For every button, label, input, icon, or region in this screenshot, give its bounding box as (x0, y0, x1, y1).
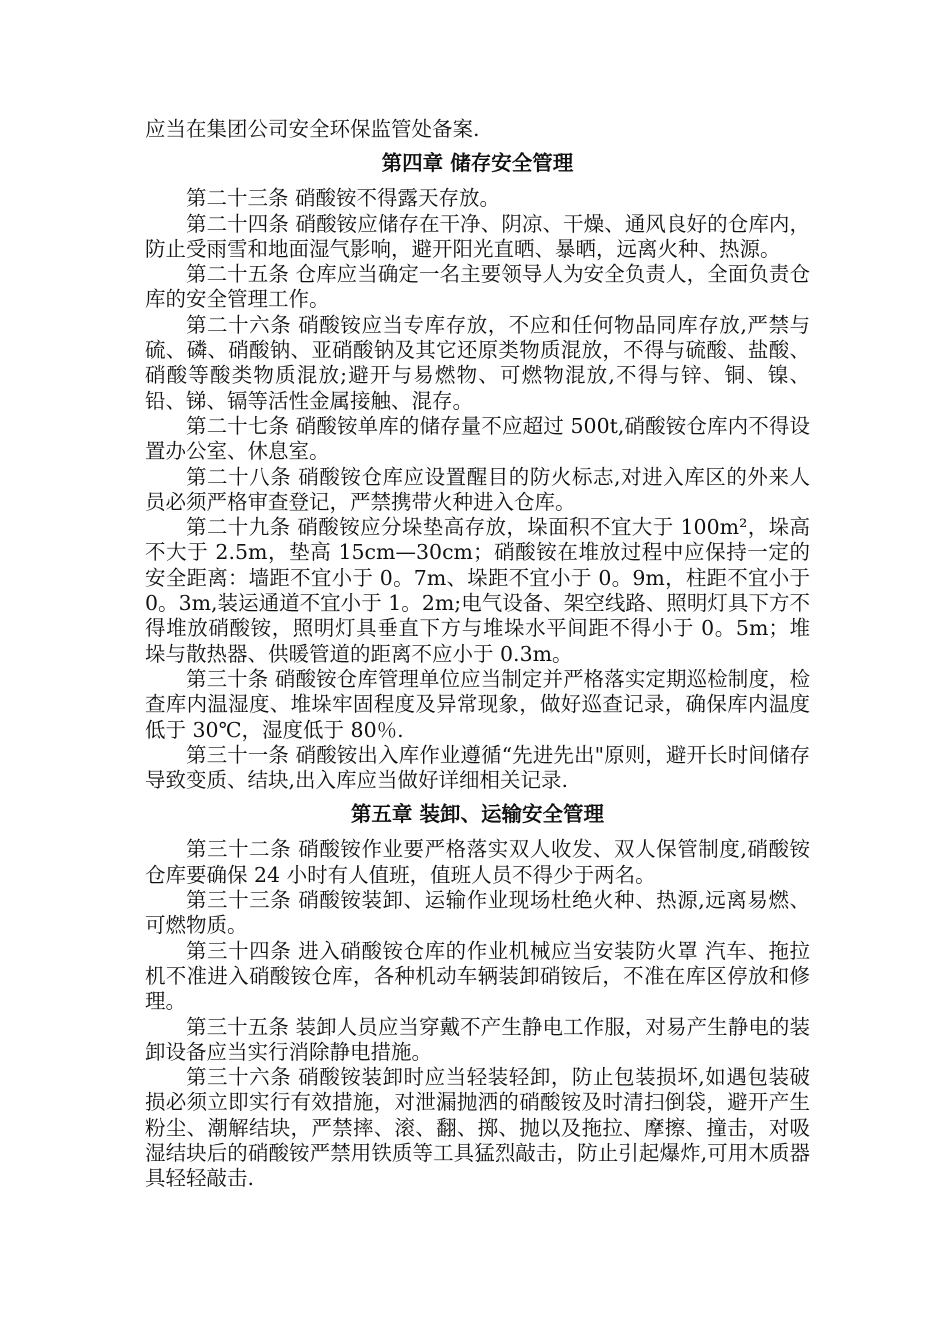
article-24: 第二十四条 硝酸铵应储存在干净、阴凉、干燥、通风良好的仓库内，防止受雨雪和地面湿气影响，避开阳光直晒、暴晒，远离火种、热源。 (145, 211, 810, 261)
article-27: 第二十七条 硝酸铵单库的储存量不应超过 500t,硝酸铵仓库内不得设置办公室、休息室。 (145, 413, 810, 464)
article-26: 第二十六条 硝酸铵应当专库存放，不应和任何物品同库存放,严禁与硫、磷、硝酸钠、亚硝酸钠及其它还原类物质混放，不得与硫酸、盐酸、硝酸等酸类物质混放;避开与易燃物、可燃物混放,不得与锌、铜、镍、铅、锑、镉等活性金属接触、混存。 (145, 312, 810, 413)
article-25: 第二十五条 仓库应当确定一名主要领导人为安全负责人，全面负责仓库的安全管理工作。 (145, 262, 810, 312)
article-32: 第三十二条 硝酸铵作业要严格落实双人收发、双人保管制度,硝酸铵仓库要确保 24 小时有人值班，值班人员不得少于两名。 (145, 837, 810, 887)
chapter-4-title: 第四章 储存安全管理 (381, 151, 574, 176)
article-34: 第三十四条 进入硝酸铵仓库的作业机械应当安装防火罩 汽车、拖拉机不准进入硝酸铵仓库，各种机动车辆装卸硝铵后，不准在库区停放和修理。 (145, 938, 810, 1014)
article-33: 第三十三条 硝酸铵装卸、运输作业现场杜绝火种、热源,远离易燃、可燃物质。 (145, 888, 810, 938)
article-29: 第二十九条 硝酸铵应分垛垫高存放，垛面积不宜大于 100m²，垛高不大于 2.5m，垫高 15cm—30cm；硝酸铵在堆放过程中应保持一定的安全距离：墙距不宜小于 0。7m、垛距不宜小于 0。9m，柱距不宜小于 0。3m,装运通道不宜小于 1。2m;电气设备、架空线路、照明灯具下方不得堆放硝酸铵，照明灯具垂直下方与堆垛水平间距不得小于 0。5m；堆垛与散热器、供暖管道的距离不应小于 0.3m。 (145, 515, 810, 666)
chapter-5-title: 第五章 装卸、运输安全管理 (350, 802, 605, 827)
article-31: 第三十一条 硝酸铵出入库作业遵循“先进先出"原则，避开长时间储存导致变质、结块,出入库应当做好详细相关记录. (145, 742, 810, 793)
article-28: 第二十八条 硝酸铵仓库应设置醒目的防火标志,对进入库区的外来人员必须严格审查登记，严禁携带火种进入仓库。 (145, 464, 810, 514)
article-30: 第三十条 硝酸铵仓库管理单位应当制定并严格落实定期巡检制度，检查库内温湿度、堆垛牢固程度及异常现象，做好巡查记录，确保库内温度低于 30℃，湿度低于 80％. (145, 666, 810, 742)
article-23: 第二十三条 硝酸铵不得露天存放。 (186, 186, 501, 211)
article-36: 第三十六条 硝酸铵装卸时应当轻装轻卸，防止包装损坏,如遇包装破损必须立即实行有效措施，对泄漏抛洒的硝酸铵及时清扫倒袋，避开产生粉尘、潮解结块，严禁摔、滚、翻、掷、抛以及拖拉、摩擦、撞击，对吸湿结块后的硝酸铵严禁用铁质等工具猛烈敲击，防止引起爆炸,可用木质器具轻轻敲击. (145, 1065, 810, 1191)
document-body (145, 117, 810, 1192)
article-35: 第三十五条 装卸人员应当穿戴不产生静电工作服，对易产生静电的装卸设备应当实行消除静电措施。 (145, 1014, 810, 1064)
continuation-paragraph: 应当在集团公司安全环保监管处备案. (145, 117, 480, 141)
